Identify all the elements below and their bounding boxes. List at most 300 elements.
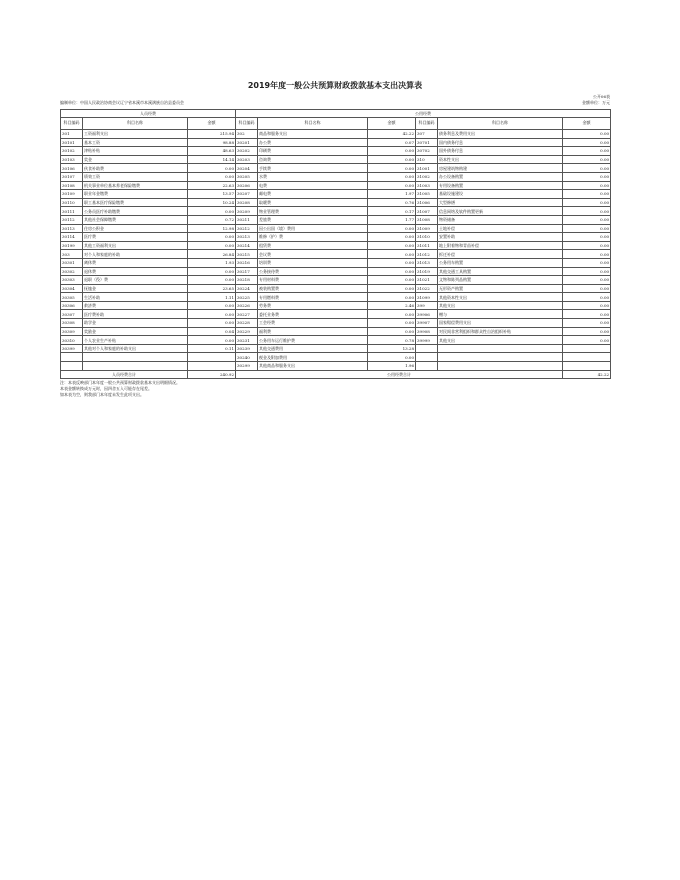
cell-name: 住房公积金: [83, 224, 188, 233]
table-row: [61, 250, 611, 259]
cell-amount: 0.00: [563, 293, 611, 302]
table-row: [61, 258, 611, 267]
cell-name: 对民间非营利组织和群众性自治组织补贴: [438, 327, 563, 336]
cell-name: 租赁费: [258, 241, 368, 250]
table-row: [61, 284, 611, 293]
cell-amount: 0.00: [368, 224, 416, 233]
cell-code: 30205: [236, 172, 258, 181]
cell-amount: 0.00: [368, 172, 416, 181]
cell-name: 因公出国（境）费用: [258, 224, 368, 233]
cell-amount: 0.00: [188, 276, 236, 285]
cell-amount: 0.00: [188, 310, 236, 319]
public-header: 公用经费: [236, 110, 611, 118]
cell-amount: 0.00: [188, 336, 236, 345]
col-amount-header: 金额: [188, 118, 236, 130]
cell-amount: 0.00: [563, 233, 611, 242]
table-row: [61, 327, 611, 336]
cell-code: 31010: [416, 233, 438, 242]
cell-name: 安置补助: [438, 233, 563, 242]
cell-code: 30302: [61, 267, 83, 276]
cell-code: 31021: [416, 276, 438, 285]
cell-name: 咨询费: [258, 155, 368, 164]
cell-name: 地上附着物和青苗补偿: [438, 241, 563, 250]
cell-amount: 1.97: [368, 190, 416, 199]
cell-amount: 0.00: [563, 327, 611, 336]
cell-name: 公务用车购置: [438, 258, 563, 267]
cell-name: 房屋建筑物购建: [438, 164, 563, 173]
cell-name: 劳务费: [258, 301, 368, 310]
cell-name: 医疗费补助: [83, 310, 188, 319]
cell-name: 伙食补助费: [83, 164, 188, 173]
cell-amount: [188, 353, 236, 362]
cell-amount: 1.77: [368, 215, 416, 224]
cell-code: 30229: [236, 327, 258, 336]
cell-name: 奖金: [83, 155, 188, 164]
table-row: [61, 198, 611, 207]
cell-code: 31005: [416, 190, 438, 199]
table-row: [61, 241, 611, 250]
cell-name: 手续费: [258, 164, 368, 173]
cell-code: 30111: [61, 207, 83, 216]
table-row: [61, 224, 611, 233]
cell-amount: 0.00: [563, 198, 611, 207]
notes: [60, 380, 610, 398]
cell-amount: 0.00: [368, 293, 416, 302]
cell-amount: 0.00: [563, 241, 611, 250]
cell-amount: 215.94: [188, 130, 236, 139]
cell-amount: 0.11: [188, 344, 236, 353]
cell-amount: 0.00: [563, 224, 611, 233]
public-total-value: 42.22: [563, 370, 611, 379]
cell-code: 30231: [236, 336, 258, 345]
cell-amount: 0.00: [563, 267, 611, 276]
cell-code: 30218: [236, 276, 258, 285]
cell-amount: 0.00: [563, 250, 611, 259]
cell-code: 30308: [61, 319, 83, 328]
cell-code: 30225: [236, 293, 258, 302]
table-row: [61, 293, 611, 302]
cell-amount: 0.00: [368, 276, 416, 285]
cell-code: 30102: [61, 147, 83, 156]
table-row: [61, 207, 611, 216]
cell-name: 文物和陈列品购置: [438, 276, 563, 285]
cell-amount: 0.00: [368, 250, 416, 259]
cell-code: 30228: [236, 319, 258, 328]
cell-name: 公务用车运行维护费: [258, 336, 368, 345]
cell-amount: [188, 362, 236, 371]
col-code-header: 科目编码: [416, 118, 438, 130]
cell-name: 其他支出: [438, 301, 563, 310]
cell-amount: 98.88: [188, 138, 236, 147]
cell-code: 30305: [61, 293, 83, 302]
cell-code: 307: [416, 130, 438, 139]
cell-name: 救济费: [83, 301, 188, 310]
cell-code: 30239: [236, 344, 258, 353]
cell-name: 债务利息及费用支出: [438, 130, 563, 139]
cell-name: 邮电费: [258, 190, 368, 199]
cell-code: 31011: [416, 241, 438, 250]
cell-name: 其他工资福利支出: [83, 241, 188, 250]
table-row: [61, 233, 611, 242]
cell-code: [416, 353, 438, 362]
cell-code: [61, 362, 83, 371]
cell-name: 资本性支出: [438, 155, 563, 164]
cell-amount: 0.00: [368, 267, 416, 276]
table-row: [61, 310, 611, 319]
table-row: [61, 172, 611, 181]
cell-name: 退休费: [83, 267, 188, 276]
cell-amount: 42.22: [368, 130, 416, 139]
cell-code: 30226: [236, 301, 258, 310]
note-line: 本表金额转换成万元时，因四舍五入可能存在尾差。: [60, 386, 152, 392]
public-total-label: 公用经费合计: [236, 370, 563, 379]
cell-code: 30211: [236, 215, 258, 224]
cell-amount: 0.00: [368, 155, 416, 164]
table-row: [61, 164, 611, 173]
cell-name: 物资储备: [438, 215, 563, 224]
cell-code: 30106: [61, 164, 83, 173]
cell-name: 被装购置费: [258, 284, 368, 293]
cell-name: 无形资产购置: [438, 284, 563, 293]
cell-amount: 13.28: [368, 344, 416, 353]
table-row: [61, 147, 611, 156]
cell-name: 专用材料费: [258, 276, 368, 285]
cell-name: 办公费: [258, 138, 368, 147]
cell-amount: 10.24: [188, 198, 236, 207]
cell-code: 30207: [236, 190, 258, 199]
cell-amount: 13.57: [188, 190, 236, 199]
cell-name: 工资福利支出: [83, 130, 188, 139]
cell-amount: 0.00: [563, 130, 611, 139]
cell-code: [416, 344, 438, 353]
cell-amount: 0.00: [368, 241, 416, 250]
cell-code: 31006: [416, 198, 438, 207]
cell-name: 职工基本医疗保险缴费: [83, 198, 188, 207]
cell-amount: 0.00: [368, 284, 416, 293]
cell-amount: 0.00: [563, 310, 611, 319]
cell-code: 31008: [416, 215, 438, 224]
cell-name: 津贴补贴: [83, 147, 188, 156]
cell-name: 基本工资: [83, 138, 188, 147]
cell-name: [438, 362, 563, 371]
cell-name: 维修（护）费: [258, 233, 368, 242]
cell-amount: 0.00: [188, 241, 236, 250]
cell-amount: 0.00: [368, 181, 416, 190]
col-amount-header: 金额: [563, 118, 611, 130]
personnel-total-value: 240.92: [188, 370, 236, 379]
cell-name: 赠与: [438, 310, 563, 319]
cell-code: 31022: [416, 284, 438, 293]
cell-amount: [563, 362, 611, 371]
cell-code: 30103: [61, 155, 83, 164]
cell-name: 国外债务付息: [438, 147, 563, 156]
cell-name: 对个人和家庭的补助: [83, 250, 188, 259]
cell-name: 商品和服务支出: [258, 130, 368, 139]
cell-name: [83, 353, 188, 362]
cell-name: 个人农业生产补贴: [83, 336, 188, 345]
table-row: [61, 319, 611, 328]
cell-name: 印刷费: [258, 147, 368, 156]
cell-code: 30310: [61, 336, 83, 345]
cell-amount: 2.46: [368, 301, 416, 310]
cell-name: 其他商品和服务支出: [258, 362, 368, 371]
personnel-header: 人员经费: [61, 110, 236, 118]
cell-amount: 0.00: [563, 207, 611, 216]
table-row: [61, 215, 611, 224]
cell-amount: 0.00: [563, 301, 611, 310]
cell-code: 302: [236, 130, 258, 139]
cell-amount: 0.78: [368, 336, 416, 345]
form-code: 公开06表: [592, 94, 610, 99]
cell-code: 31007: [416, 207, 438, 216]
cell-name: 办公设备购置: [438, 172, 563, 181]
cell-name: 其他资本性支出: [438, 293, 563, 302]
cell-amount: 0.00: [563, 147, 611, 156]
col-name-header: 科目名称: [83, 118, 188, 130]
cell-amount: 26.84: [188, 250, 236, 259]
cell-code: 30309: [61, 327, 83, 336]
cell-name: 会议费: [258, 250, 368, 259]
col-code-header: 科目编码: [61, 118, 83, 130]
cell-amount: 0.00: [188, 207, 236, 216]
report-page: [60, 80, 610, 398]
cell-amount: 0.00: [563, 138, 611, 147]
cell-code: 30209: [236, 207, 258, 216]
cell-code: 30204: [236, 164, 258, 173]
cell-code: 30240: [236, 353, 258, 362]
cell-amount: 0.00: [368, 310, 416, 319]
table-row: [61, 276, 611, 285]
cell-amount: 0.00: [368, 258, 416, 267]
cell-code: 30701: [416, 138, 438, 147]
cell-name: 专用设备购置: [438, 181, 563, 190]
table-row: [61, 155, 611, 164]
cell-code: 30307: [61, 310, 83, 319]
amount-unit: 金额单位：万元: [582, 100, 610, 105]
cell-name: [438, 353, 563, 362]
cell-amount: 0.00: [563, 258, 611, 267]
cell-amount: 1.96: [368, 362, 416, 371]
table-row: [61, 130, 611, 139]
cell-code: 39907: [416, 319, 438, 328]
cell-code: 31012: [416, 250, 438, 259]
cell-amount: 0.00: [563, 276, 611, 285]
cell-code: 30224: [236, 284, 258, 293]
cell-amount: 0.00: [368, 327, 416, 336]
cell-amount: 0.72: [188, 215, 236, 224]
cell-code: 31013: [416, 258, 438, 267]
cell-amount: 0.00: [188, 267, 236, 276]
cell-code: 30114: [61, 233, 83, 242]
table-row: [61, 362, 611, 371]
note-line: 注：本表反映部门本年度一般公共预算财政拨款基本支出明细情况。: [60, 380, 180, 386]
cell-name: 其他支出: [438, 336, 563, 345]
cell-code: 301: [61, 130, 83, 139]
cell-name: 税金及附加费用: [258, 353, 368, 362]
cell-amount: 0.07: [368, 138, 416, 147]
cell-code: 30101: [61, 138, 83, 147]
cell-amount: 0.00: [368, 147, 416, 156]
cell-amount: 0.00: [563, 190, 611, 199]
cell-code: 30304: [61, 284, 83, 293]
cell-code: [61, 353, 83, 362]
cell-code: 30108: [61, 181, 83, 190]
cell-name: 助学金: [83, 319, 188, 328]
cell-amount: 0.04: [188, 327, 236, 336]
cell-amount: 1.11: [188, 293, 236, 302]
cell-name: 大型修缮: [438, 198, 563, 207]
totals-row: [61, 370, 611, 379]
cell-code: 31019: [416, 267, 438, 276]
cell-name: 退职（役）费: [83, 276, 188, 285]
col-name-header: 科目名称: [438, 118, 563, 130]
cell-code: 30212: [236, 224, 258, 233]
cell-code: 30112: [61, 215, 83, 224]
cell-amount: 0.00: [188, 301, 236, 310]
cell-name: 离休费: [83, 258, 188, 267]
cell-name: 其他交通费用: [258, 344, 368, 353]
col-name-header: 科目名称: [258, 118, 368, 130]
cell-name: 其他对个人和家庭的补助支出: [83, 344, 188, 353]
table-row: [61, 344, 611, 353]
cell-code: 30213: [236, 233, 258, 242]
cell-code: 30215: [236, 250, 258, 259]
cell-amount: 0.00: [563, 155, 611, 164]
personnel-total-label: 人员经费合计: [61, 370, 188, 379]
cell-code: 30702: [416, 147, 438, 156]
cell-amount: 14.14: [188, 155, 236, 164]
table-row: [61, 138, 611, 147]
cell-name: 土地补偿: [438, 224, 563, 233]
cell-code: 31099: [416, 293, 438, 302]
cell-code: 399: [416, 301, 438, 310]
cell-name: 公务员医疗补助缴费: [83, 207, 188, 216]
table-row: [61, 353, 611, 362]
cell-name: 医疗费: [83, 233, 188, 242]
table-row: [61, 190, 611, 199]
cell-amount: 0.76: [368, 198, 416, 207]
cell-amount: 12.98: [188, 224, 236, 233]
cell-name: 国家赔偿费用支出: [438, 319, 563, 328]
cell-code: 31009: [416, 224, 438, 233]
table-row: [61, 301, 611, 310]
cell-code: 30306: [61, 301, 83, 310]
cell-name: 委托业务费: [258, 310, 368, 319]
cell-name: 绩效工资: [83, 172, 188, 181]
expenditure-table: [60, 109, 611, 379]
cell-code: 39908: [416, 327, 438, 336]
cell-amount: 0.00: [563, 181, 611, 190]
cell-code: 30206: [236, 181, 258, 190]
cell-code: 30113: [61, 224, 83, 233]
cell-code: 39999: [416, 336, 438, 345]
cell-name: 生活补助: [83, 293, 188, 302]
cell-amount: 0.00: [188, 319, 236, 328]
cell-name: 水费: [258, 172, 368, 181]
col-code-header: 科目编码: [236, 118, 258, 130]
table-body: [61, 130, 611, 371]
cell-name: 机关事业单位基本养老保险缴费: [83, 181, 188, 190]
cell-name: 福利费: [258, 327, 368, 336]
cell-code: 30216: [236, 258, 258, 267]
cell-amount: [563, 344, 611, 353]
cell-name: 取暖费: [258, 198, 368, 207]
cell-amount: 0.00: [563, 215, 611, 224]
cell-code: 30202: [236, 147, 258, 156]
cell-name: 基础设施建设: [438, 190, 563, 199]
cell-name: 其他社会保障缴费: [83, 215, 188, 224]
cell-code: 30110: [61, 198, 83, 207]
cell-amount: [563, 353, 611, 362]
cell-amount: 0.00: [563, 284, 611, 293]
cell-name: 电费: [258, 181, 368, 190]
cell-code: 31002: [416, 172, 438, 181]
cell-code: 30199: [61, 241, 83, 250]
cell-name: 拆迁补偿: [438, 250, 563, 259]
cell-code: 30303: [61, 276, 83, 285]
cell-amount: 0.00: [188, 233, 236, 242]
cell-code: 310: [416, 155, 438, 164]
cell-amount: 0.00: [368, 164, 416, 173]
cell-name: 培训费: [258, 258, 368, 267]
cell-code: 39906: [416, 310, 438, 319]
cell-amount: 0.00: [563, 336, 611, 345]
cell-code: 30301: [61, 258, 83, 267]
report-meta: [60, 94, 610, 109]
col-amount-header: 金额: [368, 118, 416, 130]
cell-amount: 0.00: [368, 319, 416, 328]
cell-name: [83, 362, 188, 371]
cell-name: 物业管理费: [258, 207, 368, 216]
cell-code: 30109: [61, 190, 83, 199]
cell-code: 31003: [416, 181, 438, 190]
report-title: 2019年度一般公共预算财政拨款基本支出决算表: [247, 81, 423, 90]
cell-name: 其他交通工具购置: [438, 267, 563, 276]
cell-code: 30208: [236, 198, 258, 207]
cell-code: 30299: [236, 362, 258, 371]
cell-name: 奖励金: [83, 327, 188, 336]
cell-code: 30399: [61, 344, 83, 353]
cell-name: [438, 344, 563, 353]
cell-code: [416, 362, 438, 371]
cell-amount: 0.00: [563, 172, 611, 181]
cell-amount: 0.00: [188, 172, 236, 181]
cell-name: 专用燃料费: [258, 293, 368, 302]
table-row: [61, 267, 611, 276]
cell-name: 工会经费: [258, 319, 368, 328]
cell-amount: 0.00: [563, 319, 611, 328]
cell-amount: 22.63: [188, 181, 236, 190]
cell-amount: 0.00: [368, 233, 416, 242]
note-line: 如本表为空，则我部门本年度未发生此项支出。: [60, 392, 144, 398]
cell-code: 31001: [416, 164, 438, 173]
cell-code: 30214: [236, 241, 258, 250]
cell-amount: 0.00: [188, 164, 236, 173]
table-row: [61, 336, 611, 345]
cell-amount: 48.63: [188, 147, 236, 156]
cell-name: 国内债务付息: [438, 138, 563, 147]
cell-code: 30217: [236, 267, 258, 276]
cell-amount: 0.17: [368, 207, 416, 216]
cell-code: 30107: [61, 172, 83, 181]
cell-code: 30227: [236, 310, 258, 319]
cell-code: 303: [61, 250, 83, 259]
cell-amount: 1.93: [188, 258, 236, 267]
cell-name: 公务接待费: [258, 267, 368, 276]
cell-name: 信息网络及软件购置更新: [438, 207, 563, 216]
cell-code: 30201: [236, 138, 258, 147]
cell-name: 职业年金缴费: [83, 190, 188, 199]
